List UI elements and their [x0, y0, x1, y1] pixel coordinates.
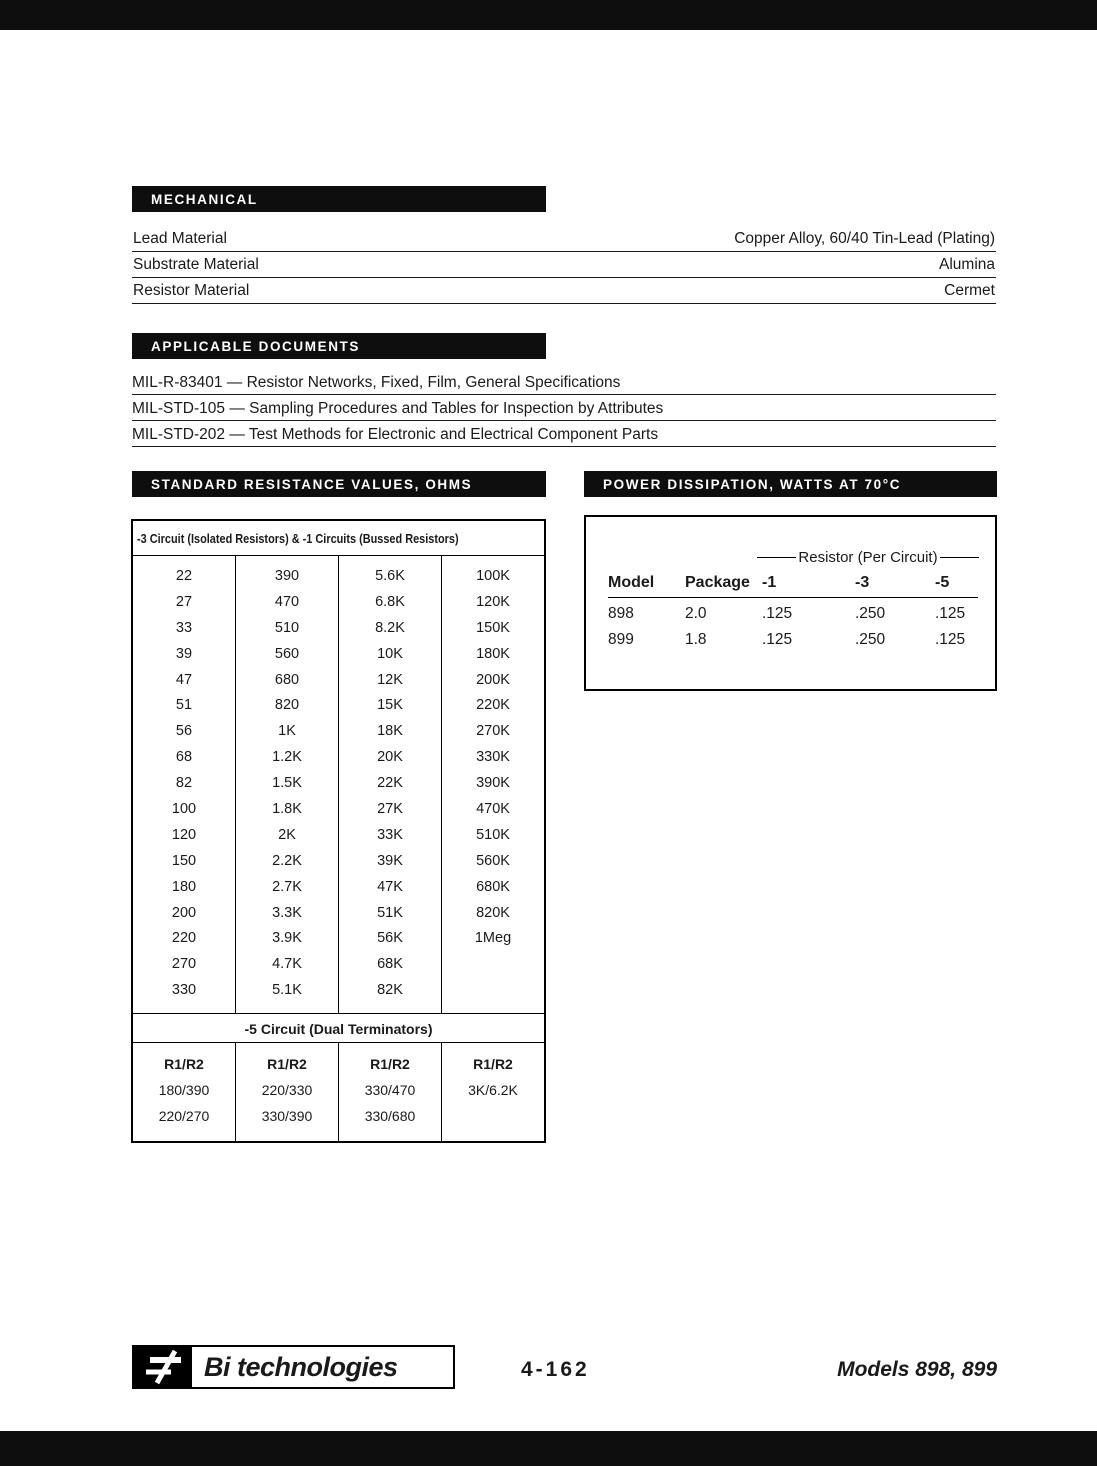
resistance-values-grid [133, 556, 544, 1014]
top-border-bar [0, 0, 1097, 30]
section-header-label: MECHANICAL [151, 192, 258, 207]
resistance-value: 39K [377, 852, 403, 869]
section-header-label: APPLICABLE DOCUMENTS [151, 339, 361, 354]
power-cell: .125 [762, 605, 793, 622]
dual-terminator-column-2 [236, 1043, 339, 1141]
resistance-value: 3.9K [272, 930, 302, 947]
resistance-value: 39 [175, 645, 193, 662]
resistance-column-3 [339, 556, 442, 1013]
resistance-value [442, 978, 544, 1004]
list-item: MIL-STD-105 — Sampling Procedures and Tables for Inspection by Attributes [132, 395, 996, 421]
dual-terminator-value: 330/470 [364, 1082, 416, 1099]
table-row [132, 226, 996, 252]
resistance-value: 20K [377, 749, 403, 766]
resistance-value: 820 [274, 697, 300, 714]
resistance-value [442, 952, 544, 978]
resistance-value: 200K [476, 671, 510, 688]
bi-technologies-logo-icon [134, 1347, 192, 1387]
resistance-value: 1.2K [272, 749, 302, 766]
resistance-value: 510 [274, 619, 300, 636]
power-column-headers [608, 574, 978, 598]
resistance-value: 1K [278, 723, 296, 740]
resistance-value: 82 [175, 775, 193, 792]
list-item: MIL-R-83401 — Resistor Networks, Fixed, Film, General Specifications [132, 369, 996, 395]
resistance-value: 510K [476, 826, 510, 843]
dual-terminator-value: 330/680 [364, 1108, 416, 1125]
resistance-value: 22K [377, 775, 403, 792]
resistance-value: 200 [171, 904, 197, 921]
resistance-value: 390K [476, 775, 510, 792]
resistance-value: 270K [476, 723, 510, 740]
page-number: 4-162 [521, 1358, 590, 1381]
dual-terminator-column-1 [133, 1043, 236, 1141]
resistance-value: 47 [175, 671, 193, 688]
resistance-value: 1.8K [272, 801, 302, 818]
power-cell: .250 [855, 605, 886, 622]
spec-value: Alumina [939, 255, 995, 273]
resistance-value: 330K [476, 749, 510, 766]
logo-box [132, 1345, 455, 1389]
resistance-value: 33 [175, 619, 193, 636]
power-column-header: Package [685, 574, 750, 591]
dual-terminator-column-4 [442, 1043, 544, 1141]
dual-terminator-value: 3K/6.2K [468, 1082, 518, 1099]
power-column-header: Model [608, 574, 655, 591]
dual-terminator-value: 220/270 [158, 1108, 210, 1125]
resistance-value: 2.7K [272, 878, 302, 895]
section-header-label: STANDARD RESISTANCE VALUES, OHMS [151, 477, 473, 492]
resistance-value: 470K [476, 801, 510, 818]
section-header-power-dissipation [584, 471, 997, 497]
group-rule-right [940, 557, 979, 558]
resistance-value: 51 [175, 697, 193, 714]
resistance-value: 820K [476, 904, 510, 921]
spec-value: Cermet [944, 281, 995, 299]
power-cell: 2.0 [685, 605, 707, 622]
bottom-border-bar [0, 1431, 1097, 1466]
power-column-header: -1 [762, 574, 777, 591]
applicable-documents-list [132, 369, 996, 447]
dual-terminator-header: R1/R2 [370, 1056, 410, 1073]
resistance-values-table [131, 519, 546, 1143]
resistance-value: 1Meg [474, 930, 512, 947]
resistance-value: 27K [377, 801, 403, 818]
resistance-value: 2.2K [272, 852, 302, 869]
resistance-value: 220K [476, 697, 510, 714]
resistance-value: 56K [377, 930, 403, 947]
power-dissipation-table [584, 515, 997, 691]
logo-text: Bi technologies [204, 1351, 398, 1382]
power-cell: .125 [935, 605, 966, 622]
power-column-header: -3 [855, 574, 870, 591]
resistance-value: 33K [377, 826, 403, 843]
power-rows [608, 601, 978, 653]
resistance-column-1 [133, 556, 236, 1013]
power-cell: .125 [762, 631, 793, 648]
resistance-value: 68 [175, 749, 193, 766]
resistance-value: 270 [171, 956, 197, 973]
mechanical-table [132, 226, 996, 304]
resistance-value: 180 [171, 878, 197, 895]
resistance-value: 680K [476, 878, 510, 895]
power-column-header: -5 [935, 574, 950, 591]
dual-terminator-value [442, 1103, 544, 1129]
resistance-column-2 [236, 556, 339, 1013]
dual-terminator-value: 330/390 [261, 1108, 313, 1125]
resistance-value: 51K [377, 904, 403, 921]
resistance-value: 150 [171, 852, 197, 869]
resistance-value: 1.5K [272, 775, 302, 792]
resistance-column-4 [442, 556, 544, 1013]
spec-label: Resistor Material [133, 281, 250, 299]
resistance-value: 390 [274, 568, 300, 584]
resistance-value: 180K [476, 645, 510, 662]
dual-terminator-value: 180/390 [158, 1082, 210, 1099]
resistance-value: 56 [175, 723, 193, 740]
footer-models-label: Models 898, 899 [837, 1358, 997, 1381]
resistance-value: 8.2K [375, 619, 405, 636]
resistance-value: 82K [377, 982, 403, 999]
resistance-value: 120 [171, 826, 197, 843]
dual-terminators-title: -5 Circuit (Dual Terminators) [133, 1014, 544, 1043]
resistance-value: 100K [476, 568, 510, 584]
power-cell: .125 [935, 631, 966, 648]
resistance-value: 560 [274, 645, 300, 662]
resistance-value: 12K [377, 671, 403, 688]
resistance-value: 10K [377, 645, 403, 662]
resistance-value: 22 [175, 568, 193, 584]
dual-terminator-header: R1/R2 [267, 1056, 307, 1073]
spec-label: Substrate Material [133, 255, 259, 273]
spec-label: Lead Material [133, 229, 227, 247]
power-cell: 899 [608, 631, 634, 648]
section-header-label: POWER DISSIPATION, WATTS AT 70°C [603, 477, 902, 492]
resistance-value: 15K [377, 697, 403, 714]
power-row-898 [608, 601, 978, 627]
power-group-header [757, 548, 979, 567]
resistance-value: 680 [274, 671, 300, 688]
resistance-value: 47K [377, 878, 403, 895]
group-label: Resistor (Per Circuit) [798, 549, 938, 566]
resistance-value: 470 [274, 593, 300, 610]
resistance-value: 330 [171, 982, 197, 999]
resistance-value: 100 [171, 801, 197, 818]
resistance-value: 120K [476, 593, 510, 610]
resistance-value: 150K [476, 619, 510, 636]
dual-terminators-grid [133, 1043, 544, 1141]
section-header-standard-resistance-values [132, 471, 546, 497]
resistance-value: 4.7K [272, 956, 302, 973]
resistance-table-title-text: -3 Circuit (Isolated Resistors) & -1 Circuits (Bussed Resistors) [137, 531, 459, 546]
resistance-value: 6.8K [375, 593, 405, 610]
dual-terminator-column-3 [339, 1043, 442, 1141]
dual-terminator-header: R1/R2 [164, 1056, 204, 1073]
resistance-value: 27 [175, 593, 193, 610]
table-row [132, 278, 996, 304]
section-header-mechanical [132, 186, 546, 212]
resistance-value: 18K [377, 723, 403, 740]
power-row-899 [608, 627, 978, 653]
list-item: MIL-STD-202 — Test Methods for Electronic and Electrical Component Parts [132, 421, 996, 447]
resistance-value: 3.3K [272, 904, 302, 921]
resistance-value: 220 [171, 930, 197, 947]
power-cell: .250 [855, 631, 886, 648]
spec-value: Copper Alloy, 60/40 Tin-Lead (Plating) [734, 229, 995, 247]
dual-terminator-header: R1/R2 [473, 1056, 513, 1073]
group-rule-left [757, 557, 796, 558]
table-row [132, 252, 996, 278]
resistance-table-title [133, 521, 544, 556]
dual-terminator-value: 220/330 [261, 1082, 313, 1099]
section-header-applicable-documents [132, 333, 546, 359]
resistance-value: 5.6K [375, 568, 405, 584]
resistance-value: 68K [377, 956, 403, 973]
resistance-value: 5.1K [272, 982, 302, 999]
power-cell: 1.8 [685, 631, 707, 648]
resistance-value: 560K [476, 852, 510, 869]
resistance-value: 2K [278, 826, 296, 843]
power-cell: 898 [608, 605, 634, 622]
